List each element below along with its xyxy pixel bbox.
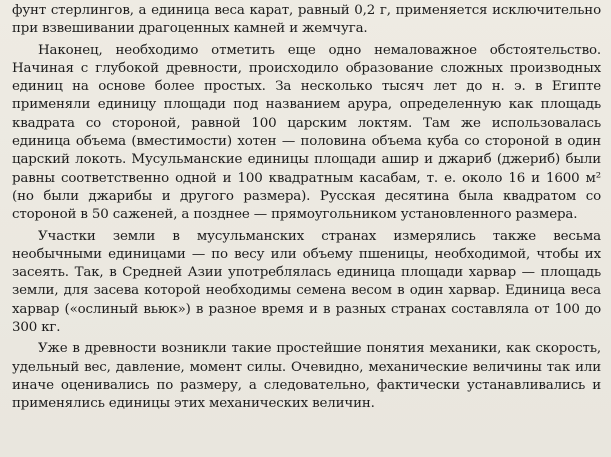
paragraph-1: фунт стерлингов, а единица веса карат, равный 0,2 г, применяется исключительно при взвешивании драгоценных камней и жемчуга. <box>12 3 601 37</box>
paragraph-3: Участки земли в мусульманских странах измерялись также весьма необычными единицами — по весу или объему пшеницы, необходимой, чтобы их засеять. Так, в Средней Азии употреблялась единица площади харвар — площадь земли, для засева которой необходимы семена весом в один харвар. Единица веса харвар («ослиный вьюк») в разное время и в разных странах составляла от 100 до 300 кг. <box>12 228 601 336</box>
paragraph-2: Наконец, необходимо отметить еще одно немаловажное обстоятельство. Начиная с глубокой древности, происходило образование сложных производных единиц на основе более простых. За несколько тысяч лет до н. э. в Египте применяли единицу площади под названием арура, определенную как площадь квадрата со стороной, равной 100 царским локтям. Там же использовалась единица объема (вместимости) хотен — половина объема куба со стороной в один царский локоть. Мусульманские единицы площади ашир и джариб (джериб) были равны соответственно одной и 100 квадратным касабам, т. е. около 16 и 1600 м² (но были джарибы и другого размера). Русская десятина была квадратом со стороной в 50 саженей, а позднее — прямоугольником установленного размера. <box>12 42 601 223</box>
paragraph-4: Уже в древности возникли такие простейшие понятия механики, как скорость, удельный вес, давление, момент силы. Очевидно, механические величины так или иначе оценивались по размеру, а следовательно, фактически устанавливались и применялись единицы этих механических величин. <box>12 341 601 412</box>
